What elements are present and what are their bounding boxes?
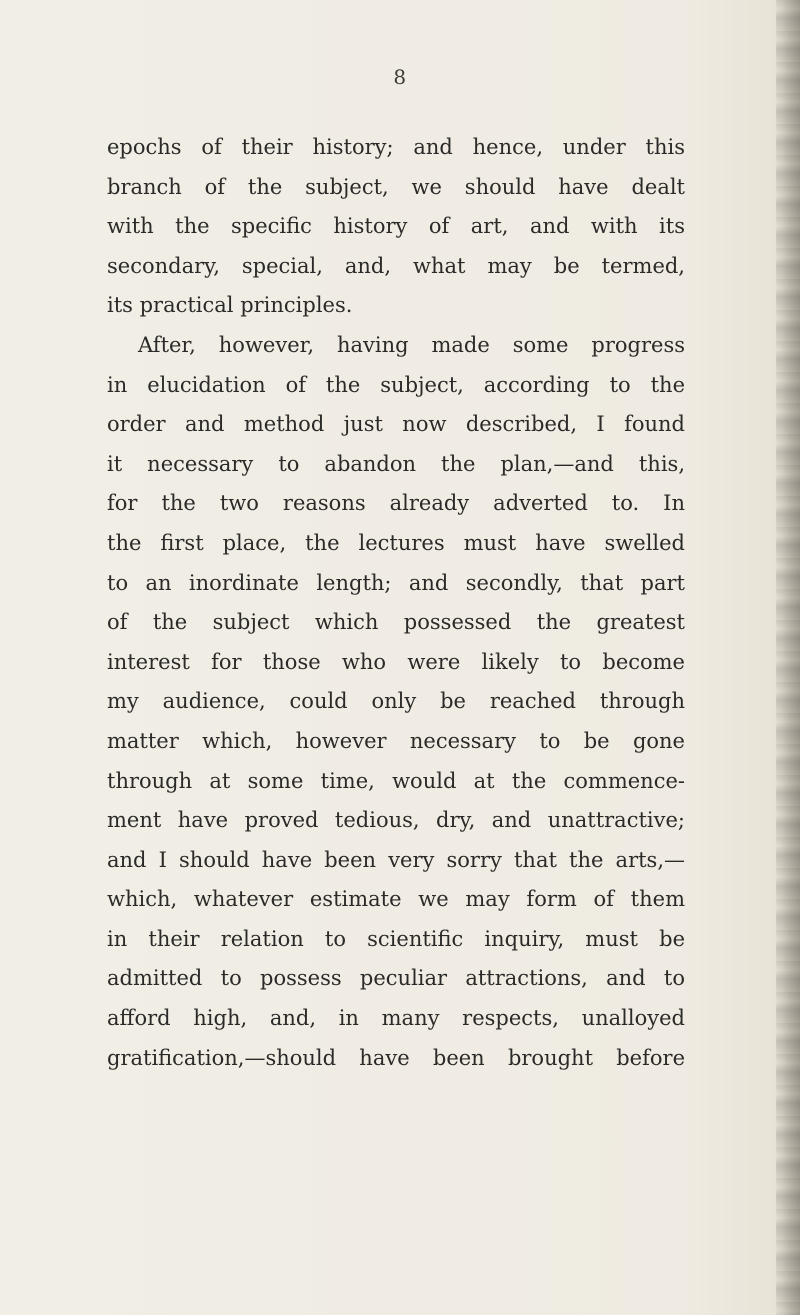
- text-line: in elucidation of the subject, according to the: [107, 372, 685, 397]
- text-line: in their relation to scientific inquiry, must be: [107, 926, 685, 951]
- text-line: for the two reasons already adverted to. In: [107, 491, 685, 516]
- text-line: with the specific history of art, and with its: [107, 214, 685, 239]
- text-line: which, whatever estimate we may form of them: [107, 887, 685, 912]
- text-line: to an inordinate length; and secondly, that part: [107, 570, 685, 595]
- text-line: branch of the subject, we should have dealt: [107, 174, 685, 199]
- text-line: matter which, however necessary to be gone: [107, 728, 685, 753]
- page-number: 8: [393, 65, 407, 89]
- text-line: admitted to possess peculiar attractions, and to: [107, 966, 685, 991]
- text-line: interest for those who were likely to become: [107, 649, 685, 674]
- page-edge-shadow: [776, 0, 800, 1315]
- body-text: [107, 128, 685, 1078]
- text-line: afford high, and, in many respects, unalloyed: [107, 1006, 685, 1031]
- text-line: the first place, the lectures must have swelled: [107, 530, 685, 555]
- text-line: its practical principles.: [107, 293, 353, 318]
- text-line: of the subject which possessed the greatest: [107, 610, 685, 635]
- text-line: epochs of their history; and hence, under this: [107, 135, 685, 159]
- text-line: secondary, special, and, what may be termed,: [107, 253, 685, 278]
- text-line: ment have proved tedious, dry, and unattractive;: [107, 808, 685, 833]
- text-line: order and method just now described, I found: [107, 412, 685, 437]
- text-line: my audience, could only be reached through: [107, 689, 685, 714]
- text-line: gratification,—should have been brought before: [107, 1045, 685, 1070]
- text-line: After, however, having made some progress: [138, 332, 685, 357]
- text-line: it necessary to abandon the plan,—and this,: [107, 451, 685, 476]
- text-line: and I should have been very sorry that the arts,—: [107, 847, 685, 872]
- text-line: through at some time, would at the commence-: [107, 768, 685, 793]
